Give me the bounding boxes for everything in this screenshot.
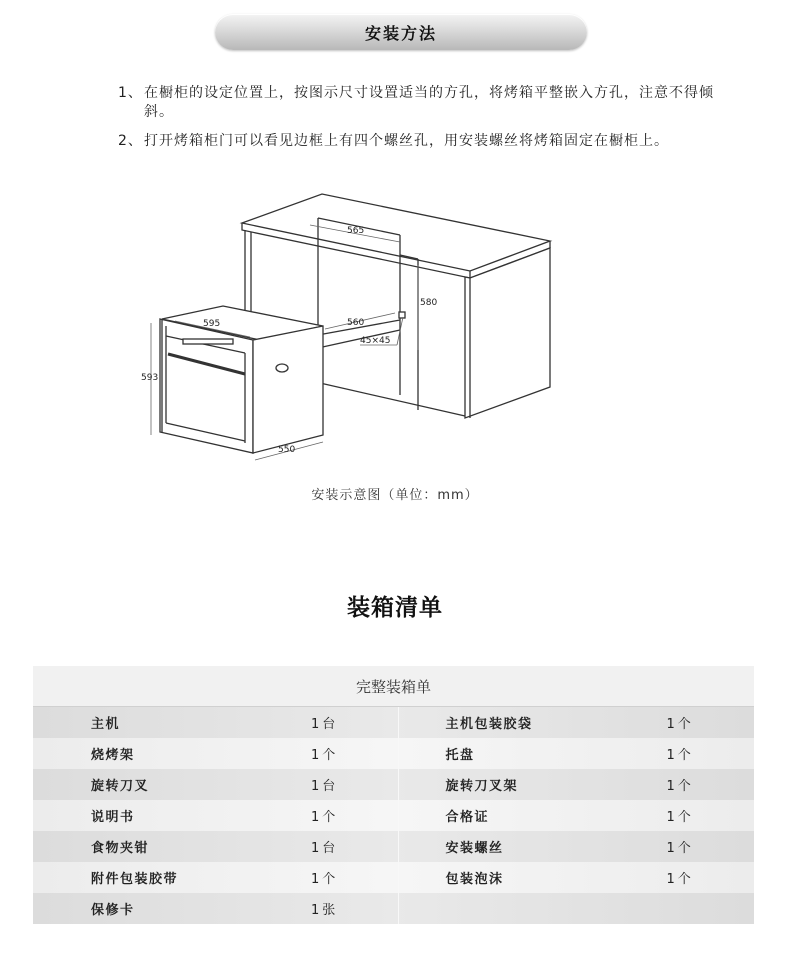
table-row (33, 862, 754, 893)
dim-560-label: 560 (347, 318, 365, 328)
item-qty: 1个 (666, 810, 694, 825)
oven-side (253, 326, 323, 453)
item-name: 包装泡沫 (445, 872, 504, 887)
item-qty: 1个 (311, 748, 339, 763)
dim-550-label: 550 (278, 445, 296, 455)
item-name: 食物夹钳 (91, 841, 150, 856)
item-name: 附件包装胶带 (91, 872, 179, 887)
item-name: 主机包装胶袋 (445, 717, 533, 732)
item-qty: 1个 (666, 748, 694, 763)
install-steps (118, 84, 718, 161)
dim-593-label: 593 (141, 373, 159, 383)
packing-title: 装箱清单 (347, 595, 443, 621)
oven-side-handle (276, 364, 288, 372)
item-qty: 1个 (666, 717, 694, 732)
cabinet-right-side (465, 248, 550, 418)
dim-vent-label: 45×45 (360, 336, 391, 346)
item-name: 旋转刀叉 (91, 779, 150, 794)
diagram-caption: 安装示意图（单位：mm） (311, 488, 479, 503)
installation-diagram (135, 185, 575, 470)
step-text: 在橱柜的设定位置上，按图示尺寸设置适当的方孔，将烤箱平整嵌入方孔，注意不得倾斜。 (144, 85, 714, 120)
dim-580-label: 580 (420, 298, 438, 308)
install-step-1 (118, 84, 718, 122)
item-name: 烧烤架 (91, 748, 135, 763)
table-row (33, 769, 754, 800)
dim-595-label: 595 (203, 319, 221, 329)
item-qty: 1台 (311, 717, 339, 732)
step-number: 1、 (118, 85, 143, 101)
packing-list-table (33, 666, 754, 924)
vent-hole (399, 312, 405, 318)
item-qty: 1台 (311, 779, 339, 794)
dim-565-label: 565 (347, 226, 365, 236)
item-qty: 1个 (666, 841, 694, 856)
item-name: 安装螺丝 (445, 841, 504, 856)
install-title: 安装方法 (364, 23, 437, 43)
item-name: 说明书 (91, 810, 135, 825)
step-text: 打开烤箱柜门可以看见边框上有四个螺丝孔，用安装螺丝将烤箱固定在橱柜上。 (144, 133, 669, 149)
table-row (33, 893, 754, 924)
item-name: 主机 (91, 717, 121, 732)
table-row (33, 800, 754, 831)
item-name: 合格证 (445, 810, 490, 825)
item-name: 保修卡 (91, 903, 135, 918)
install-step-2 (118, 132, 718, 151)
table-row (33, 831, 754, 862)
table-header: 完整装箱单 (33, 666, 754, 707)
item-name: 旋转刀叉架 (445, 779, 519, 794)
item-qty: 1张 (311, 903, 339, 918)
item-qty: 1个 (311, 810, 339, 825)
item-qty: 1个 (311, 872, 339, 887)
table-row (33, 707, 754, 738)
table-row (33, 738, 754, 769)
cabinet-top (242, 194, 550, 271)
item-name: 托盘 (445, 748, 475, 763)
install-title-banner (215, 14, 587, 50)
item-qty: 1个 (666, 779, 694, 794)
item-qty: 1台 (311, 841, 339, 856)
item-qty: 1个 (666, 872, 694, 887)
step-number: 2、 (118, 133, 143, 149)
